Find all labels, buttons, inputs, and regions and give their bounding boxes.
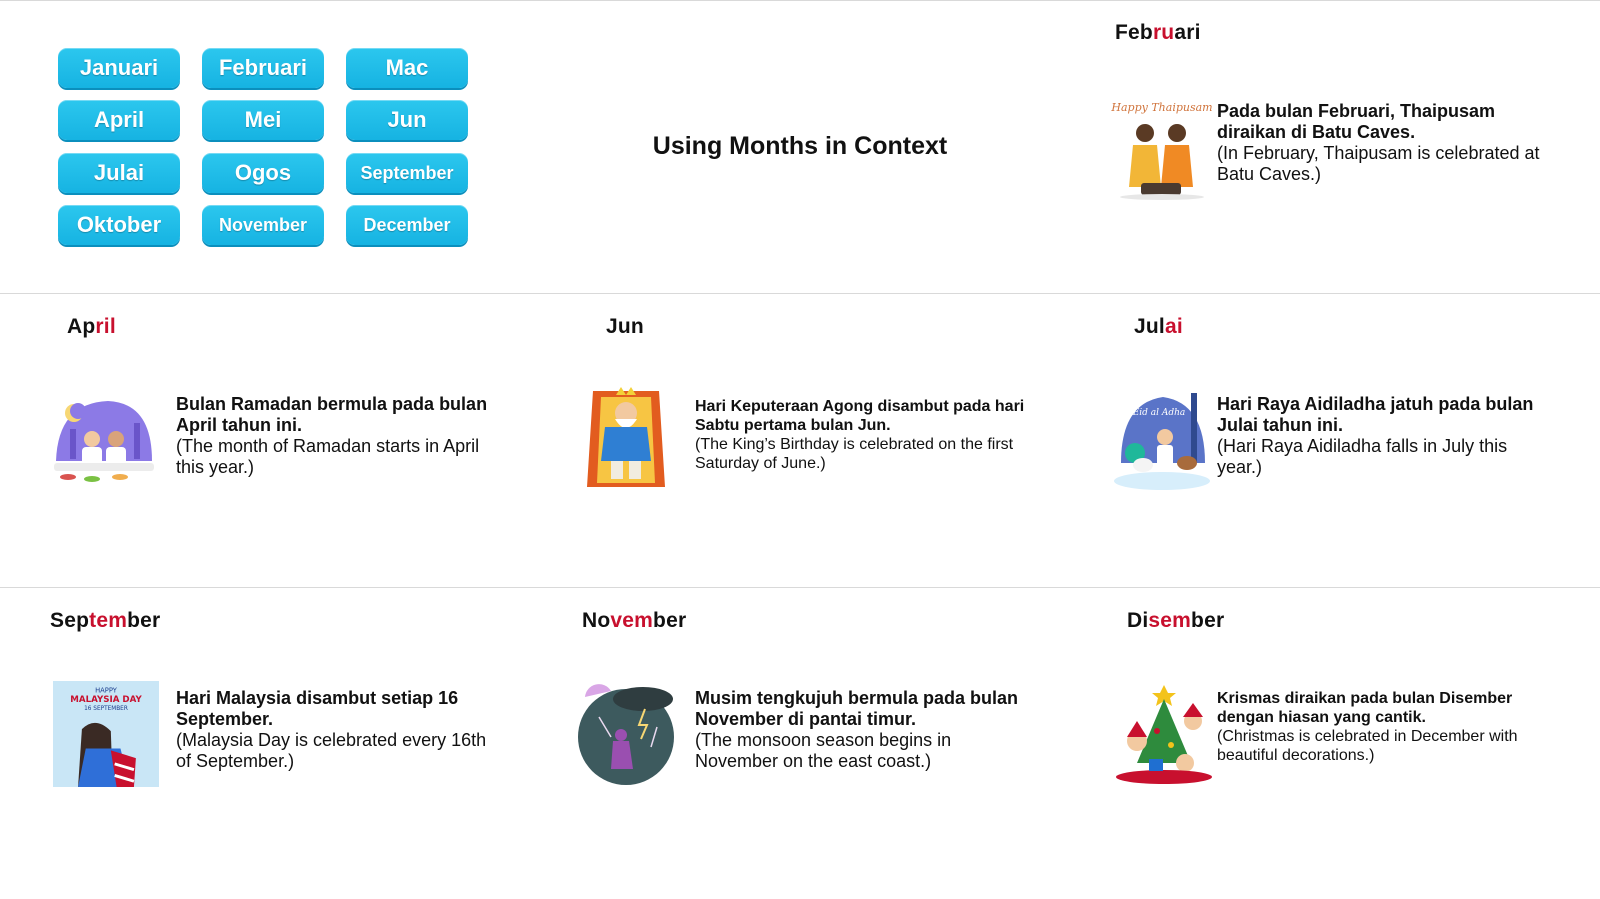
malay-sentence: Bulan Ramadan bermula pada bulan April tahun ini. bbox=[176, 394, 488, 435]
month-button-mei[interactable]: Mei bbox=[202, 100, 324, 140]
card-title: Jun bbox=[606, 315, 644, 338]
month-button-december[interactable]: December bbox=[346, 205, 468, 245]
card-jun bbox=[533, 293, 1066, 586]
card-title: September bbox=[50, 609, 161, 632]
card-februari bbox=[1067, 0, 1600, 293]
english-translation: (Christmas is celebrated in December with beautiful decorations.) bbox=[1217, 728, 1518, 764]
month-button-julai[interactable]: Julai bbox=[58, 153, 180, 193]
malay-sentence: Hari Malaysia disambut setiap 16 September. bbox=[176, 688, 459, 729]
card-title: Februari bbox=[1115, 21, 1201, 44]
card-disember bbox=[1067, 587, 1600, 880]
english-translation: (The King’s Birthday is celebrated on the first Saturday of June.) bbox=[695, 436, 1014, 472]
page-title: Using Months in Context bbox=[652, 132, 948, 160]
month-button-jun[interactable]: Jun bbox=[346, 100, 468, 140]
malay-sentence: Musim tengkujuh bermula pada bulan November di pantai timur. bbox=[695, 688, 1019, 729]
card-text bbox=[695, 397, 1025, 473]
english-translation: (The month of Ramadan starts in April this year.) bbox=[176, 436, 480, 477]
english-translation: (Malaysia Day is celebrated every 16th of September.) bbox=[176, 730, 487, 771]
card-text bbox=[176, 394, 506, 478]
month-button-november[interactable]: November bbox=[202, 205, 324, 245]
svg-text:HAPPY: HAPPY bbox=[95, 686, 117, 695]
card-text bbox=[695, 688, 1025, 772]
card-title: Julai bbox=[1134, 315, 1183, 338]
card-julai bbox=[1067, 293, 1600, 586]
svg-text:Happy Thaipusam: Happy Thaipusam bbox=[1111, 101, 1213, 114]
month-button-mac[interactable]: Mac bbox=[346, 48, 468, 88]
svg-text:MALAYSIA DAY: MALAYSIA DAY bbox=[70, 695, 142, 706]
card-september bbox=[0, 587, 533, 880]
card-november bbox=[533, 587, 1066, 880]
malaysia-day-illustration bbox=[53, 681, 159, 787]
malay-sentence: Krismas diraikan pada bulan Disember dengan hiasan yang cantik. bbox=[1217, 690, 1513, 726]
english-translation: (The monsoon season begins in November on the east coast.) bbox=[695, 730, 952, 771]
card-april bbox=[0, 293, 533, 586]
aidiladha-illustration bbox=[1107, 383, 1217, 493]
svg-text:16 SEPTEMBER: 16 SEPTEMBER bbox=[84, 705, 128, 712]
month-button-ogos[interactable]: Ogos bbox=[202, 153, 324, 193]
thaipusam-illustration bbox=[1107, 95, 1217, 205]
monsoon-illustration bbox=[571, 677, 681, 787]
card-title: November bbox=[582, 609, 687, 632]
month-button-oktober[interactable]: Oktober bbox=[58, 205, 180, 245]
card-text bbox=[1217, 101, 1547, 185]
card-title: April bbox=[67, 315, 116, 338]
malay-sentence: Hari Raya Aidiladha jatuh pada bulan Julai tahun ini. bbox=[1217, 394, 1534, 435]
christmas-illustration bbox=[1109, 677, 1219, 787]
month-button-januari[interactable]: Januari bbox=[58, 48, 180, 88]
month-button-februari[interactable]: Februari bbox=[202, 48, 324, 88]
card-title: Disember bbox=[1127, 609, 1225, 632]
card-text bbox=[176, 688, 506, 772]
king-illustration bbox=[571, 383, 681, 493]
svg-text:Eid al Adha: Eid al Adha bbox=[1132, 408, 1186, 418]
malay-sentence: Hari Keputeraan Agong disambut pada hari Sabtu pertama bulan Jun. bbox=[695, 398, 1025, 434]
month-button-april[interactable]: April bbox=[58, 100, 180, 140]
month-button-september[interactable]: September bbox=[346, 153, 468, 193]
english-translation: (Hari Raya Aidiladha falls in July this year.) bbox=[1217, 436, 1508, 477]
malay-sentence: Pada bulan Februari, Thaipusam diraikan di Batu Caves. bbox=[1217, 101, 1496, 142]
ramadan-illustration bbox=[48, 383, 158, 493]
english-translation: (In February, Thaipusam is celebrated at Batu Caves.) bbox=[1217, 143, 1540, 184]
card-text bbox=[1217, 689, 1547, 765]
card-text bbox=[1217, 394, 1547, 478]
